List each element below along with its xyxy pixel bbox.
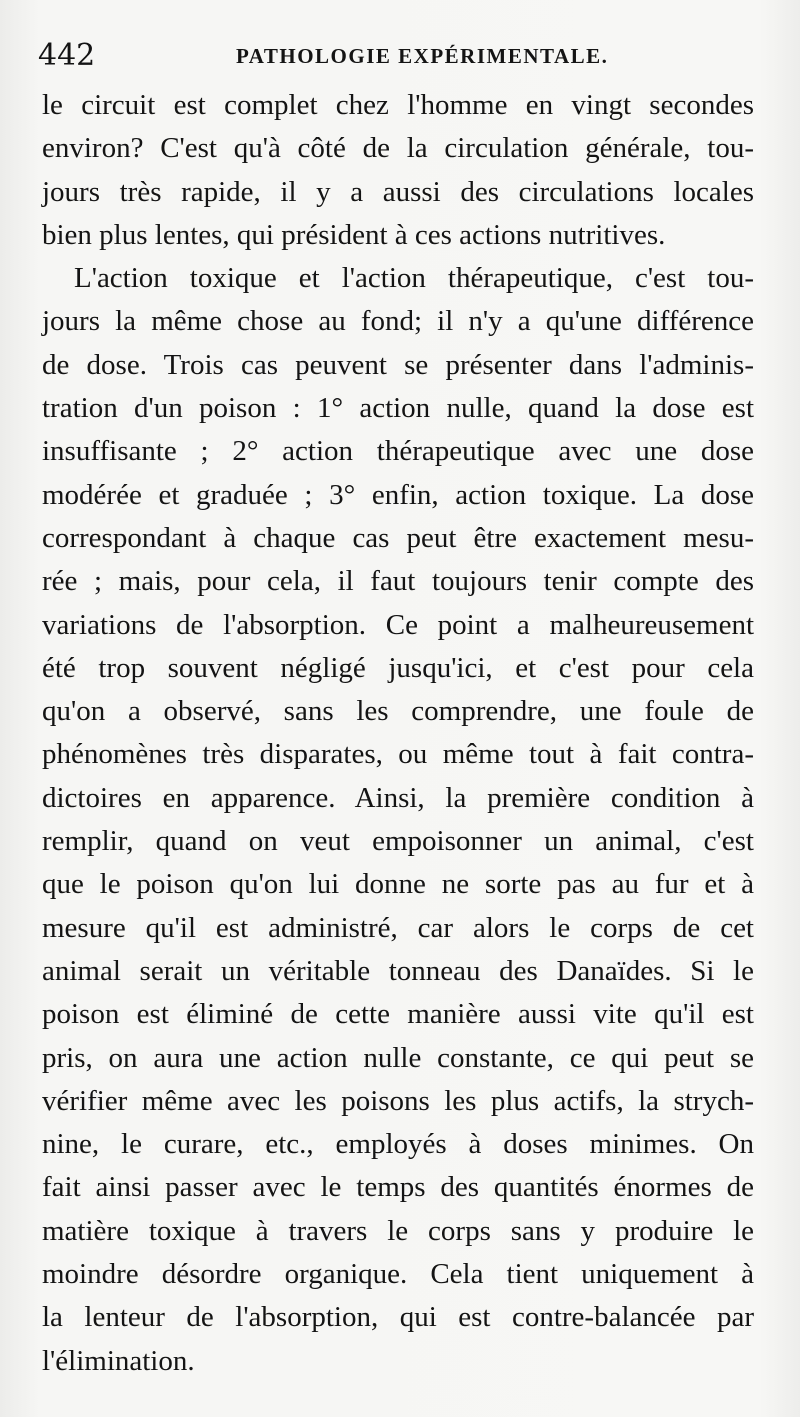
text-line: été trop souvent négligé jusqu'ici, et c'est pour cela bbox=[42, 651, 754, 684]
text-line: dictoires en apparence. Ainsi, la première condition à bbox=[42, 781, 754, 814]
text-line: environ? C'est qu'à côté de la circulation générale, tou- bbox=[42, 132, 754, 165]
text-line: animal serait un véritable tonneau des Danaïdes. Si le bbox=[42, 954, 754, 987]
text-line: poison est éliminé de cette manière aussi vite qu'il est bbox=[42, 998, 754, 1031]
body-text bbox=[42, 84, 754, 1383]
text-line: correspondant à chaque cas peut être exactement mesu- bbox=[42, 521, 754, 554]
text-line: pris, on aura une action nulle constante, ce qui peut se bbox=[42, 1041, 754, 1074]
text-line: que le poison qu'on lui donne ne sorte pas au fur et à bbox=[42, 868, 754, 901]
text-line: jours très rapide, il y a aussi des circulations locales bbox=[42, 175, 754, 208]
text-line: fait ainsi passer avec le temps des quantités énormes de bbox=[42, 1171, 754, 1204]
text-line: mesure qu'il est administré, car alors le corps de cet bbox=[42, 911, 754, 944]
page-number: 442 bbox=[38, 38, 96, 73]
text-line: de dose. Trois cas peuvent se présenter dans l'adminis- bbox=[42, 348, 754, 381]
text-line: moindre désordre organique. Cela tient uniquement à bbox=[42, 1258, 754, 1291]
text-line: modérée et graduée ; 3° enfin, action toxique. La dose bbox=[42, 478, 754, 511]
running-title: PATHOLOGIE EXPÉRIMENTALE. bbox=[236, 44, 609, 68]
text-line: nine, le curare, etc., employés à doses minimes. On bbox=[42, 1128, 754, 1161]
text-line: vérifier même avec les poisons les plus actifs, la strych- bbox=[42, 1084, 754, 1117]
text-line: bien plus lentes, qui président à ces actions nutritives. bbox=[42, 218, 666, 251]
text-line: l'élimination. bbox=[42, 1344, 195, 1377]
text-line: remplir, quand on veut empoisonner un animal, c'est bbox=[42, 825, 754, 858]
text-line: variations de l'absorption. Ce point a malheureusement bbox=[42, 608, 754, 641]
text-line: matière toxique à travers le corps sans y produire le bbox=[42, 1214, 754, 1247]
text-line: L'action toxique et l'action thérapeutique, c'est tou- bbox=[74, 262, 754, 295]
text-line: insuffisante ; 2° action thérapeutique avec une dose bbox=[42, 435, 754, 468]
text-line: rée ; mais, pour cela, il faut toujours tenir compte des bbox=[42, 565, 754, 598]
page-header bbox=[38, 30, 758, 74]
text-line: tration d'un poison : 1° action nulle, quand la dose est bbox=[42, 392, 754, 425]
text-line: jours la même chose au fond; il n'y a qu'une différence bbox=[42, 305, 754, 338]
text-line: la lenteur de l'absorption, qui est contre-balancée par bbox=[42, 1301, 754, 1334]
text-line: le circuit est complet chez l'homme en vingt secondes bbox=[42, 89, 754, 121]
text-line: qu'on a observé, sans les comprendre, une foule de bbox=[42, 695, 754, 728]
text-line: phénomènes très disparates, ou même tout à fait contra- bbox=[42, 738, 754, 771]
